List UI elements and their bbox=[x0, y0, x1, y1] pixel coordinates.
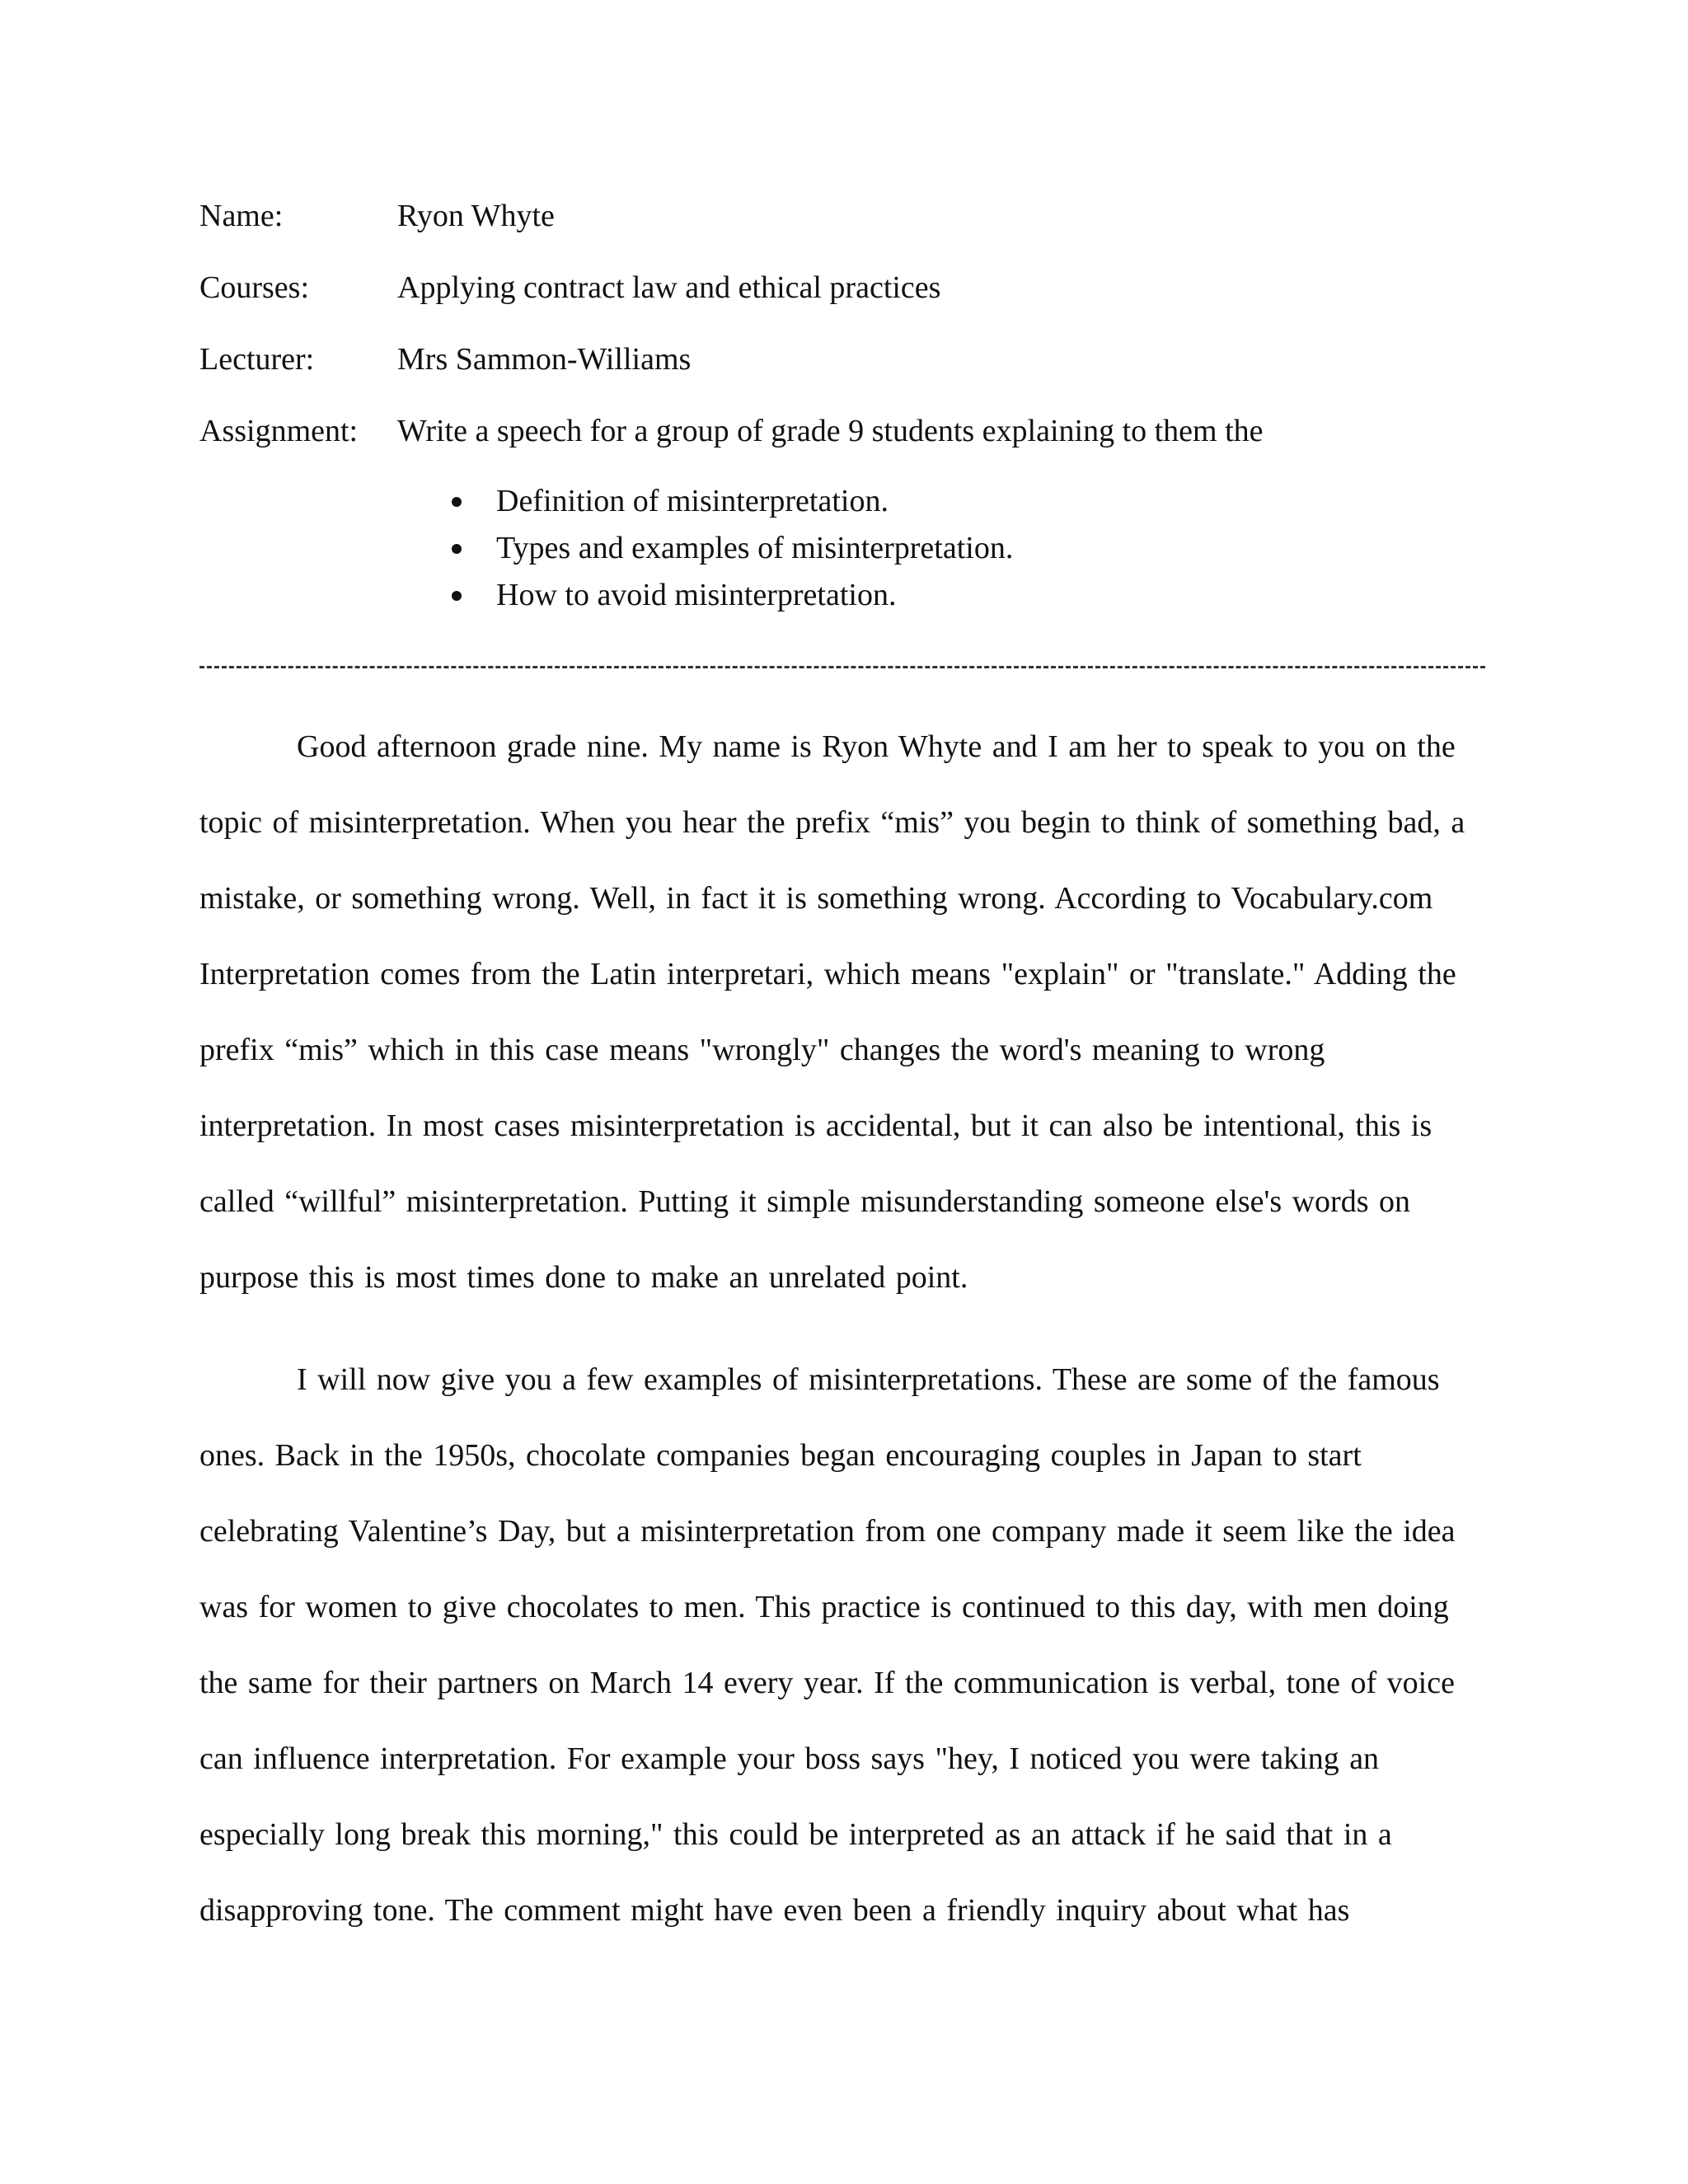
bullet-item bbox=[199, 525, 1013, 572]
bullet-dot-icon bbox=[452, 544, 462, 554]
bullet-dot-icon bbox=[452, 497, 462, 507]
bullet-item bbox=[199, 478, 1013, 525]
bullet-item bbox=[199, 572, 1013, 619]
lecturer-value: Mrs Sammon-Williams bbox=[397, 342, 692, 377]
header-row-assignment bbox=[199, 406, 1485, 478]
header-row-lecturer bbox=[199, 335, 1485, 406]
courses-label: Courses: bbox=[199, 270, 309, 305]
bullet-text: Definition of misinterpretation. bbox=[496, 484, 889, 518]
bullet-text: Types and examples of misinterpretation. bbox=[496, 531, 1014, 565]
assignment-header bbox=[199, 191, 1485, 478]
body-paragraph: I will now give you a few examples of misinterpretations. These are some of the famous ones. Back in the 1950s, chocolate companies began encouraging couples in Japan to start celebrating Valentine’s Day, but a misinterpretation from one company made it seem like the idea was for women to give chocolates to men. This practice is continued to this day, with men doing the same for their partners on March 14 every year. If the communication is verbal, tone of voice can influence interpretation. For example your boss says "hey, I noticed you were taking an especially long break this morning," this could be interpreted as an attack if he said that in a disapproving tone. The comment might have even been a friendly inquiry about what has bbox=[199, 1362, 1456, 1928]
header-row-name bbox=[199, 191, 1485, 263]
assignment-value: Write a speech for a group of grade 9 students explaining to them the bbox=[397, 414, 1264, 448]
name-value: Ryon Whyte bbox=[397, 199, 555, 233]
assignment-bullet-list bbox=[199, 478, 1013, 619]
bullet-dot-icon bbox=[452, 591, 462, 601]
speech-body bbox=[199, 709, 1489, 1975]
assignment-label: Assignment: bbox=[199, 414, 359, 448]
dashed-divider bbox=[199, 666, 1485, 668]
header-row-courses bbox=[199, 263, 1485, 335]
body-paragraph: Good afternoon grade nine. My name is Ryon Whyte and I am her to speak to you on the topic of misinterpretation. When you hear the prefix “mis” you begin to think of something bad, a mistake, or something wrong. Well, in fact it is something wrong. According to Vocabulary.com Interpretation comes from the Latin interpretari, which means "explain" or "translate." Adding the prefix “mis” which in this case means "wrongly" changes the word's meaning to wrong interpretation. In most cases misinterpretation is accidental, but it can also be intentional, this is called “willful” misinterpretation. Putting it simple misunderstanding someone else's words on purpose this is most times done to make an unrelated point. bbox=[199, 729, 1465, 1295]
courses-value: Applying contract law and ethical practices bbox=[397, 270, 941, 305]
lecturer-label: Lecturer: bbox=[199, 342, 315, 377]
name-label: Name: bbox=[199, 199, 284, 233]
bullet-text: How to avoid misinterpretation. bbox=[496, 578, 897, 612]
